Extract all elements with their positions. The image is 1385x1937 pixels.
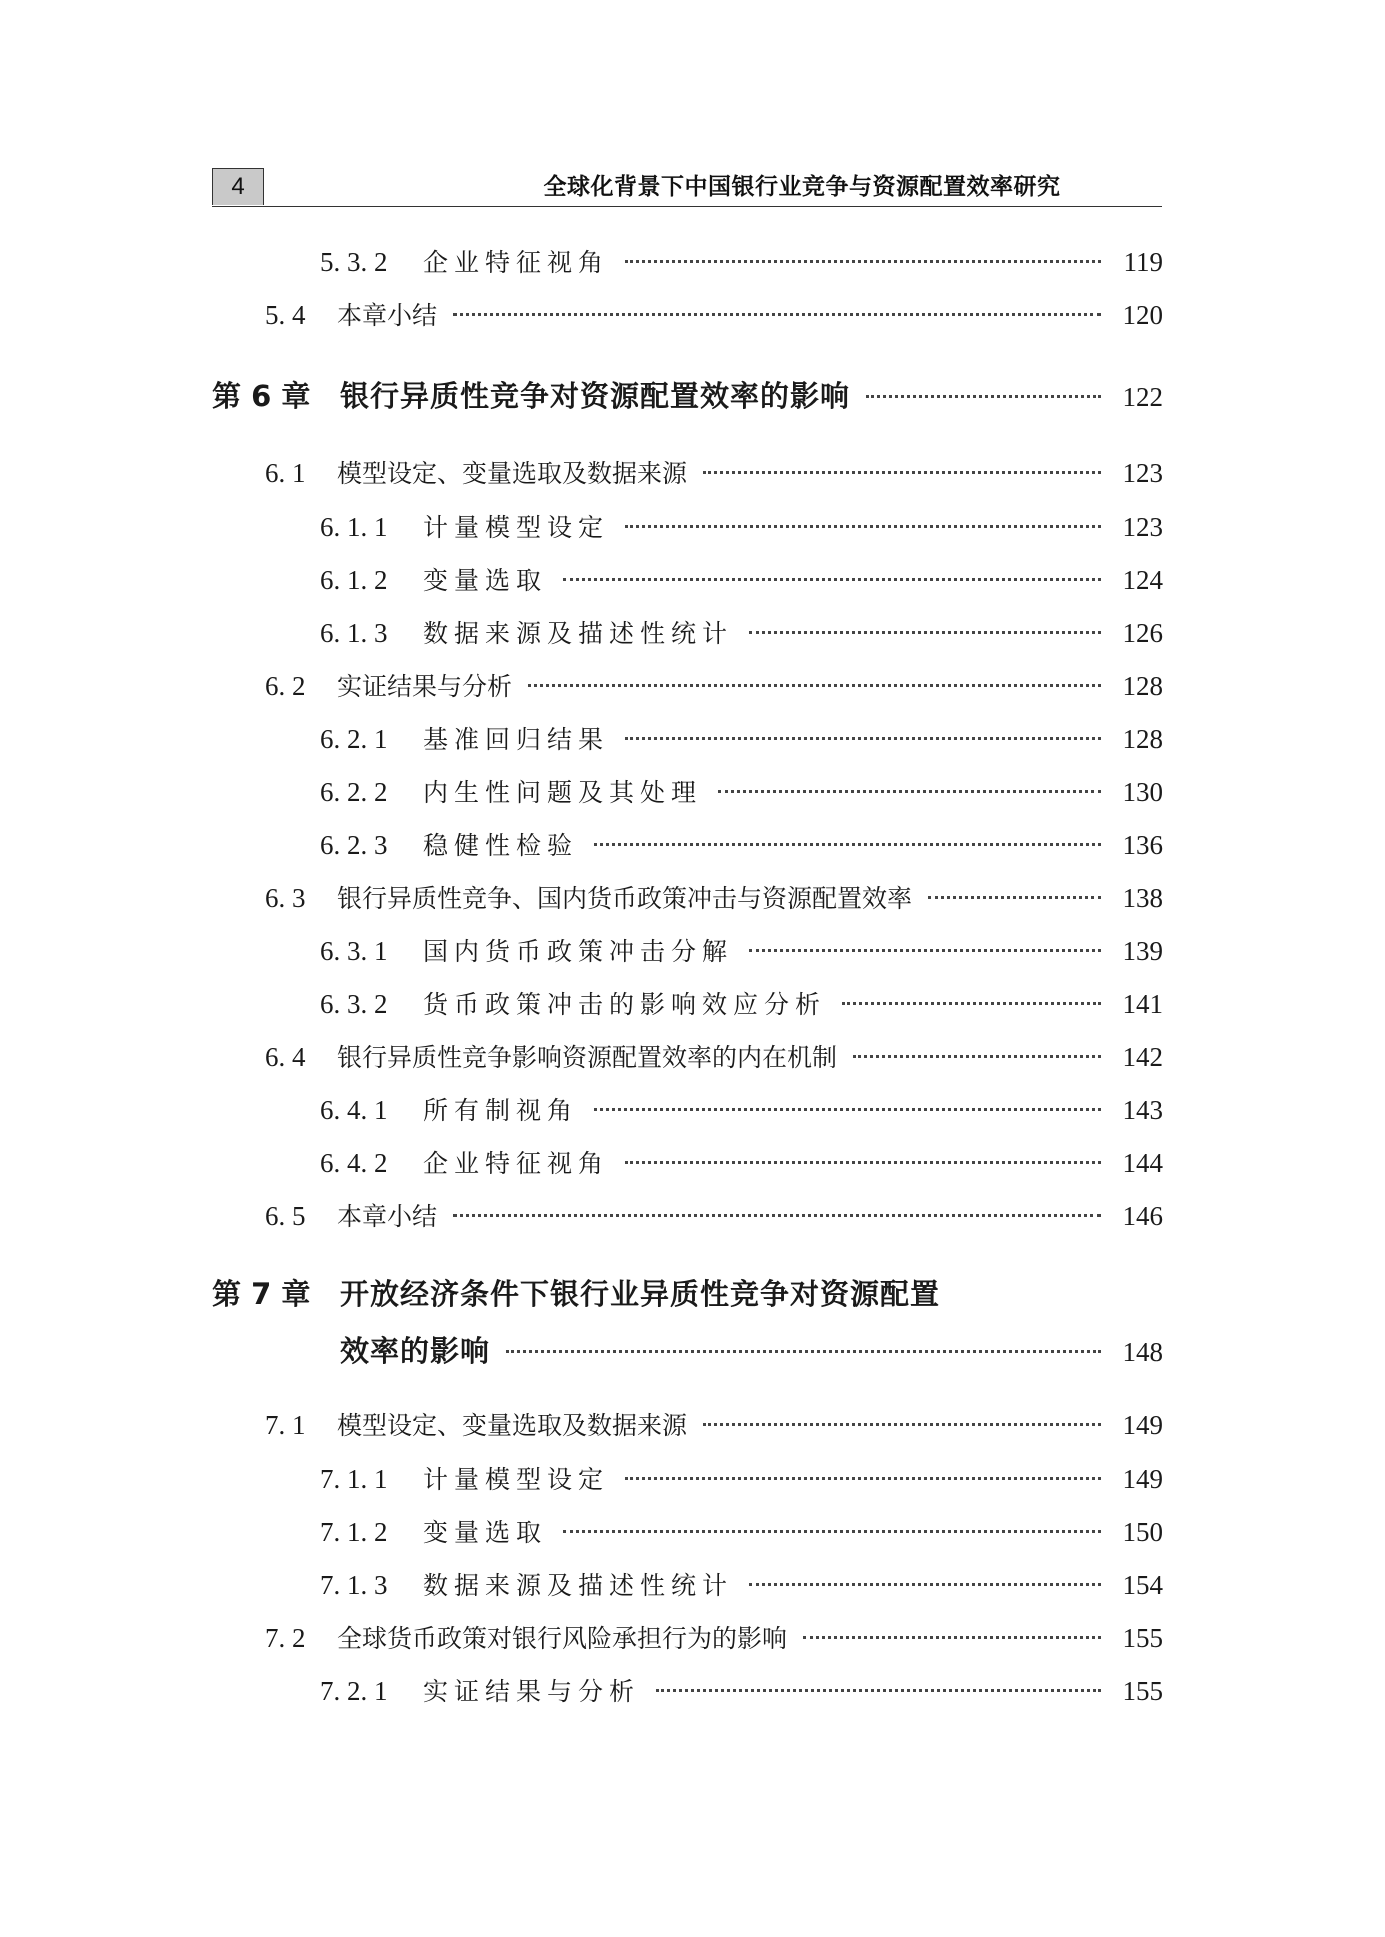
book-title: 全球化背景下中国银行业竞争与资源配置效率研究	[543, 174, 1061, 200]
dot-leader	[625, 260, 1101, 263]
toc-entry[interactable]	[0, 455, 1385, 491]
toc-entry[interactable]	[0, 933, 1385, 969]
section-title: 变量选取	[423, 566, 548, 595]
dot-leader	[703, 1423, 1101, 1426]
section-title: 实证结果与分析	[423, 1677, 641, 1706]
section-title: 本章小结	[337, 301, 438, 330]
section-title: 计量模型设定	[423, 1465, 610, 1494]
section-number: 6. 2. 3	[320, 830, 388, 860]
dot-leader	[506, 1350, 1101, 1353]
dot-leader	[803, 1636, 1101, 1639]
page-ref: 142	[1122, 1042, 1163, 1072]
page-ref: 148	[1122, 1337, 1163, 1367]
section-number: 5. 3. 2	[320, 247, 388, 277]
dot-leader	[528, 684, 1101, 687]
section-title: 数据来源及描述性统计	[423, 619, 734, 648]
dot-leader	[563, 578, 1101, 581]
page-ref: 144	[1122, 1148, 1163, 1178]
page-ref: 120	[1122, 300, 1163, 330]
toc-entry[interactable]	[0, 827, 1385, 863]
section-title: 数据来源及描述性统计	[423, 1571, 734, 1600]
toc-entry[interactable]	[0, 1567, 1385, 1603]
toc-entry[interactable]	[0, 297, 1385, 333]
chapter-title: 银行异质性竞争对资源配置效率的影响	[340, 379, 851, 413]
dot-leader	[594, 843, 1101, 846]
page-ref: 130	[1122, 777, 1163, 807]
section-title: 模型设定、变量选取及数据来源	[337, 459, 688, 488]
running-header	[212, 168, 1162, 207]
page-ref: 128	[1122, 671, 1163, 701]
page-ref: 155	[1122, 1623, 1163, 1653]
toc-entry[interactable]	[0, 1145, 1385, 1181]
page-ref: 150	[1122, 1517, 1163, 1547]
section-number: 6. 2	[265, 671, 306, 701]
section-number: 6. 1. 2	[320, 565, 388, 595]
dot-leader	[842, 1002, 1101, 1005]
dot-leader	[625, 1161, 1101, 1164]
dot-leader	[853, 1055, 1101, 1058]
dot-leader	[749, 1583, 1101, 1586]
dot-leader	[625, 737, 1101, 740]
section-number: 6. 4. 1	[320, 1095, 388, 1125]
toc-entry[interactable]	[0, 986, 1385, 1022]
section-title: 实证结果与分析	[337, 672, 513, 701]
section-number: 7. 1. 1	[320, 1464, 388, 1494]
page-ref: 138	[1122, 883, 1163, 913]
page-number: 4	[212, 168, 264, 205]
page-ref: 155	[1122, 1676, 1163, 1706]
toc-chapter-7[interactable]	[0, 1275, 1385, 1311]
section-number: 7. 1. 2	[320, 1517, 388, 1547]
section-number: 7. 1. 3	[320, 1570, 388, 1600]
section-number: 5. 4	[265, 300, 306, 330]
page-ref: 141	[1122, 989, 1163, 1019]
toc-entry[interactable]	[0, 509, 1385, 545]
section-title: 稳健性检验	[423, 831, 579, 860]
page-ref: 123	[1122, 512, 1163, 542]
toc-entry[interactable]	[0, 1092, 1385, 1128]
dot-leader	[749, 631, 1101, 634]
page-ref: 128	[1122, 724, 1163, 754]
section-title: 银行异质性竞争影响资源配置效率的内在机制	[337, 1043, 838, 1072]
section-number: 6. 4. 2	[320, 1148, 388, 1178]
section-number: 6. 3. 2	[320, 989, 388, 1019]
dot-leader	[625, 1477, 1101, 1480]
toc-entry[interactable]	[0, 668, 1385, 704]
toc-entry[interactable]	[0, 1620, 1385, 1656]
section-number: 7. 2	[265, 1623, 306, 1653]
dot-leader	[866, 395, 1101, 398]
dot-leader	[656, 1689, 1101, 1692]
section-title: 货币政策冲击的影响效应分析	[423, 990, 827, 1019]
section-title: 本章小结	[337, 1202, 438, 1231]
chapter-title-line2: 效率的影响	[340, 1334, 491, 1368]
page-ref: 154	[1122, 1570, 1163, 1600]
dot-leader	[749, 949, 1101, 952]
toc-entry[interactable]	[0, 1673, 1385, 1709]
toc-entry[interactable]	[0, 244, 1385, 280]
section-number: 6. 1. 3	[320, 618, 388, 648]
section-title: 变量选取	[423, 1518, 548, 1547]
section-number: 6. 1	[265, 458, 306, 488]
section-title: 银行异质性竞争、国内货币政策冲击与资源配置效率	[337, 884, 913, 913]
page-ref: 139	[1122, 936, 1163, 966]
page-ref: 123	[1122, 458, 1163, 488]
dot-leader	[594, 1108, 1101, 1111]
dot-leader	[703, 471, 1101, 474]
section-title: 模型设定、变量选取及数据来源	[337, 1411, 688, 1440]
toc-entry[interactable]	[0, 880, 1385, 916]
toc-entry[interactable]	[0, 562, 1385, 598]
section-number: 6. 2. 1	[320, 724, 388, 754]
page-ref: 119	[1123, 247, 1163, 277]
section-number: 6. 3. 1	[320, 936, 388, 966]
page-ref: 146	[1122, 1201, 1163, 1231]
section-title: 所有制视角	[423, 1096, 579, 1125]
section-number: 6. 3	[265, 883, 306, 913]
toc-entry[interactable]	[0, 774, 1385, 810]
section-number: 6. 1. 1	[320, 512, 388, 542]
section-title: 基准回归结果	[423, 725, 610, 754]
toc-entry[interactable]	[0, 1198, 1385, 1234]
section-number: 6. 2. 2	[320, 777, 388, 807]
dot-leader	[453, 313, 1101, 316]
toc-chapter-7-cont[interactable]	[0, 1332, 1385, 1368]
toc-chapter-6[interactable]	[0, 377, 1385, 413]
dot-leader	[563, 1530, 1101, 1533]
dot-leader	[453, 1214, 1101, 1217]
section-number: 6. 5	[265, 1201, 306, 1231]
section-title: 计量模型设定	[423, 513, 610, 542]
dot-leader	[928, 896, 1101, 899]
section-number: 7. 2. 1	[320, 1676, 388, 1706]
section-number: 6. 4	[265, 1042, 306, 1072]
page-ref: 149	[1122, 1464, 1163, 1494]
section-title: 内生性问题及其处理	[423, 778, 703, 807]
chapter-number: 第 7 章	[212, 1277, 311, 1311]
page-ref: 122	[1122, 382, 1163, 412]
section-title: 企业特征视角	[423, 248, 610, 277]
chapter-number: 第 6 章	[212, 379, 311, 413]
section-number: 7. 1	[265, 1410, 306, 1440]
dot-leader	[625, 525, 1101, 528]
chapter-title-line1: 开放经济条件下银行业异质性竞争对资源配置	[340, 1277, 941, 1311]
toc-entry[interactable]	[0, 1407, 1385, 1443]
page-ref: 149	[1122, 1410, 1163, 1440]
toc-entry[interactable]	[0, 1514, 1385, 1550]
toc-entry[interactable]	[0, 615, 1385, 651]
page-ref: 143	[1122, 1095, 1163, 1125]
section-title: 全球货币政策对银行风险承担行为的影响	[337, 1624, 788, 1653]
page-ref: 126	[1122, 618, 1163, 648]
section-title: 企业特征视角	[423, 1149, 610, 1178]
page-ref: 136	[1122, 830, 1163, 860]
dot-leader	[718, 790, 1101, 793]
page-ref: 124	[1122, 565, 1163, 595]
toc-entry[interactable]	[0, 1039, 1385, 1075]
section-title: 国内货币政策冲击分解	[423, 937, 734, 966]
toc-entry[interactable]	[0, 721, 1385, 757]
toc-entry[interactable]	[0, 1461, 1385, 1497]
